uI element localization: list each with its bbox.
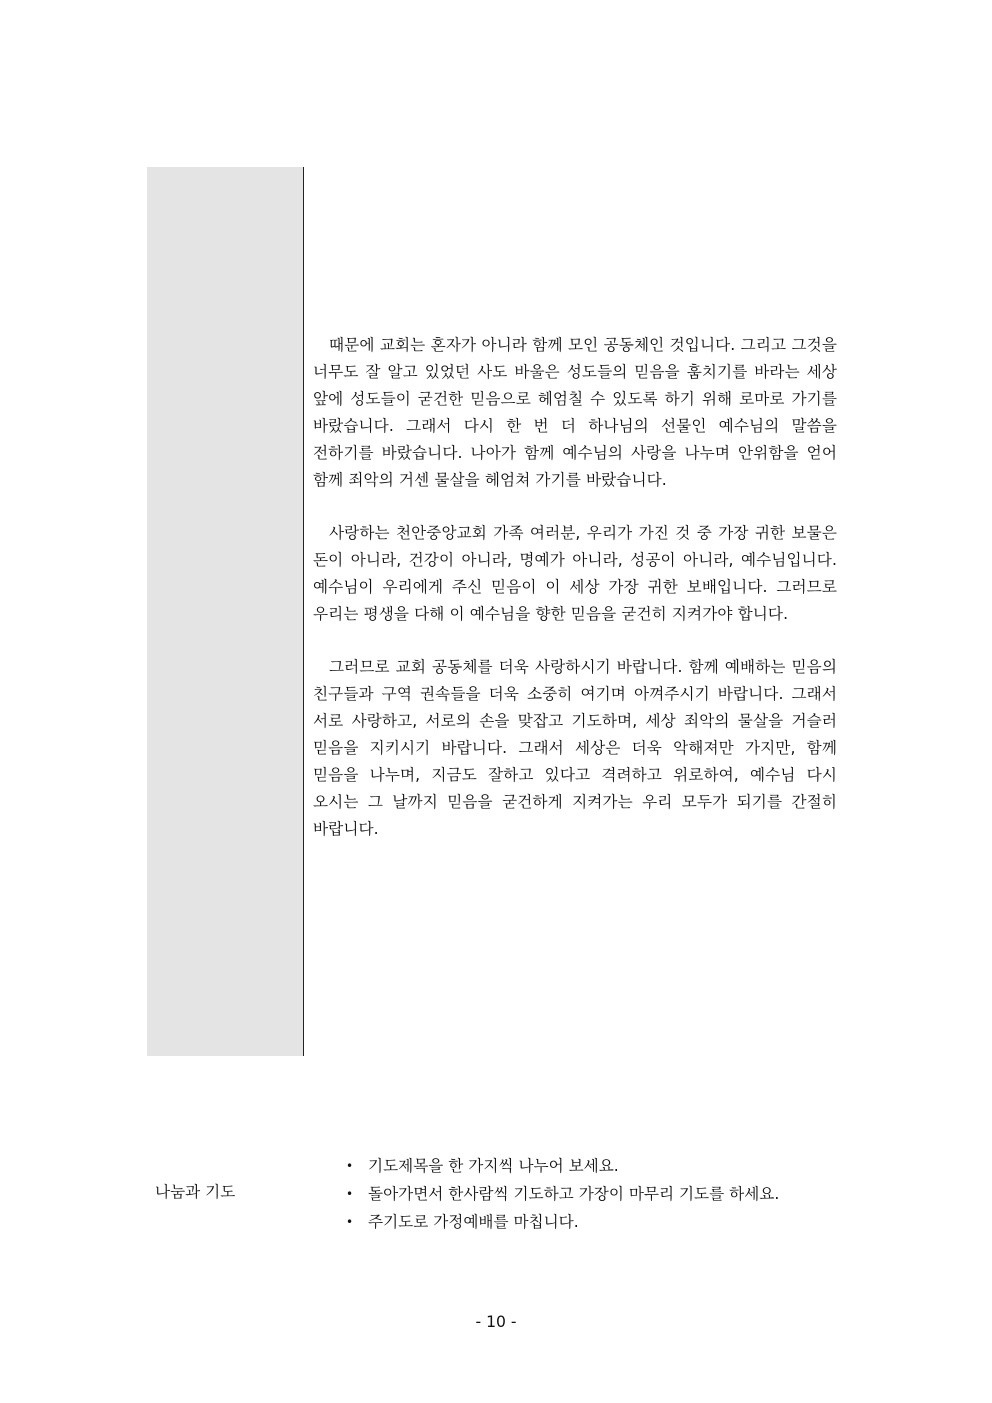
list-item xyxy=(346,1180,779,1208)
list-item xyxy=(346,1152,779,1180)
vertical-divider xyxy=(303,167,304,1056)
bullet-icon: • xyxy=(346,1159,354,1173)
paragraph-1: 때문에 교회는 혼자가 아니라 함께 모인 공동체인 것입니다. 그리고 그것을 너무도 잘 알고 있었던 사도 바울은 성도들의 믿음을 훔치기를 바라는 세상 앞에 성도들이 굳건한 믿음으로 헤엄칠 수 있도록 하기 위해 로마로 가기를 바랐습니다. 그래서 다시 한 번 더 하나님의 선물인 예수님의 말씀을 전하기를 바랐습니다. 나아가 함께 예수님의 사랑을 나누며 안위함을 얻어 함께 죄악의 거센 물살을 헤엄쳐 가기를 바랐습니다. xyxy=(313,336,837,489)
page-number: - 10 - xyxy=(475,1313,517,1331)
list-item-text: 주기도로 가정예배를 마칩니다. xyxy=(368,1213,579,1231)
list-item-text: 기도제목을 한 가지씩 나누어 보세요. xyxy=(368,1157,619,1175)
list-item xyxy=(346,1208,779,1236)
list-item-text: 돌아가면서 한사람씩 기도하고 가장이 마무리 기도를 하세요. xyxy=(368,1185,780,1203)
sharing-prayer-list xyxy=(346,1152,779,1236)
sharing-prayer-label: 나눔과 기도 xyxy=(155,1183,236,1201)
gray-sidebar-panel xyxy=(147,167,303,1056)
paragraph-2: 사랑하는 천안중앙교회 가족 여러분, 우리가 가진 것 중 가장 귀한 보물은 돈이 아니라, 건강이 아니라, 명예가 아니라, 성공이 아니라, 예수님입니다. 예수님이 우리에게 주신 믿음이 이 세상 가장 귀한 보배입니다. 그러므로 우리는 평생을 다해 이 예수님을 향한 믿음을 굳건히 지켜가야 합니다. xyxy=(313,524,837,623)
sermon-body xyxy=(313,332,837,869)
bullet-icon: • xyxy=(346,1215,354,1229)
bullet-icon: • xyxy=(346,1187,354,1201)
paragraph-3: 그러므로 교회 공동체를 더욱 사랑하시기 바랍니다. 함께 예배하는 믿음의 친구들과 구역 권속들을 더욱 소중히 여기며 아껴주시기 바랍니다. 그래서 서로 사랑하고, 서로의 손을 맞잡고 기도하며, 세상 죄악의 물살을 거슬러 믿음을 지키시기 바랍니다. 그래서 세상은 더욱 악해져만 가지만, 함께 믿음을 나누며, 지금도 잘하고 있다고 격려하고 위로하여, 예수님 다시 오시는 그 날까지 믿음을 굳건하게 지켜가는 우리 모두가 되기를 간절히 바랍니다. xyxy=(313,658,837,838)
